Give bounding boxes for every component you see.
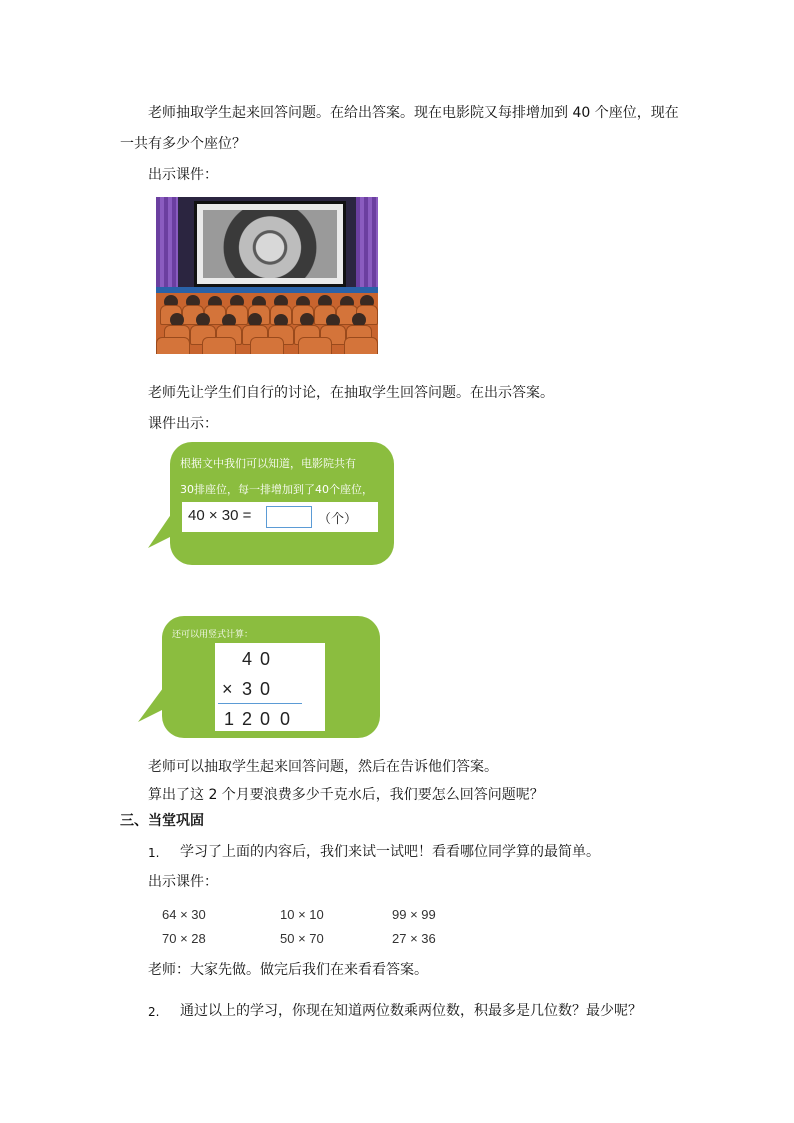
exercise-item: 99 × 99 bbox=[392, 907, 436, 922]
calc-result-line bbox=[218, 703, 302, 704]
paragraph-line: 老师先让学生们自行的讨论，在抽取学生回答问题。在出示答案。 bbox=[148, 385, 554, 401]
bubble-1-text-line1: 根据文中我们可以知道，电影院共有 bbox=[180, 457, 356, 470]
show-courseware-label: 出示课件： bbox=[148, 874, 218, 890]
question-text: 学习了上面的内容后，我们来试一试吧！看看哪位同学算的最简单。 bbox=[180, 844, 600, 860]
bubble-2-label: 还可以用竖式计算： bbox=[172, 630, 254, 640]
answer-input-box[interactable] bbox=[266, 506, 312, 528]
speech-bubble-1-tail bbox=[146, 510, 186, 550]
question-text: 通过以上的学习，你现在知道两位数乘两位数，积最多是几位数？最少呢？ bbox=[180, 1003, 642, 1019]
bubble-1-text-line2: 30排座位，每一排增加到了40个座位， bbox=[180, 483, 373, 496]
calc-result-digit: 0 bbox=[260, 709, 271, 729]
exercise-item: 70 × 28 bbox=[162, 931, 206, 946]
paragraph-line: 老师可以抽取学生起来回答问题，然后在告诉他们答案。 bbox=[148, 759, 498, 775]
movie-screen bbox=[194, 201, 346, 287]
show-courseware-label: 出示课件： bbox=[148, 167, 218, 183]
exercise-item: 50 × 70 bbox=[280, 931, 324, 946]
question-number: 2. bbox=[148, 1005, 160, 1019]
paragraph-line: 老师抽取学生起来回答问题。在给出答案。现在电影院又每排增加到 40 个座位，现在 bbox=[148, 105, 679, 121]
calc-digit: 0 bbox=[260, 649, 271, 669]
calc-digit: 3 bbox=[242, 679, 253, 699]
paragraph-line: 一共有多少个座位？ bbox=[120, 136, 246, 152]
unit-text: （个） bbox=[318, 512, 358, 527]
section-heading: 三、当堂巩固 bbox=[120, 813, 204, 829]
exercise-item: 27 × 36 bbox=[392, 931, 436, 946]
cinema-illustration bbox=[156, 197, 378, 354]
paragraph-line: 老师：大家先做。做完后我们在来看看答案。 bbox=[148, 962, 428, 978]
calc-digit: 0 bbox=[260, 679, 271, 699]
calc-multiply-sign: × bbox=[222, 679, 233, 699]
show-courseware-label: 课件出示： bbox=[148, 416, 218, 432]
equation-text: 40 × 30 = bbox=[188, 507, 252, 524]
calc-result-digit: 2 bbox=[242, 709, 253, 729]
calc-result-digit: 0 bbox=[280, 709, 291, 729]
exercise-item: 64 × 30 bbox=[162, 907, 206, 922]
question-number: 1. bbox=[148, 846, 160, 860]
exercise-item: 10 × 10 bbox=[280, 907, 324, 922]
speech-bubble-2-tail bbox=[136, 684, 176, 724]
calc-result-digit: 1 bbox=[224, 709, 235, 729]
audience bbox=[156, 293, 378, 354]
calc-digit: 4 bbox=[242, 649, 253, 669]
paragraph-line: 算出了这 2 个月要浪费多少千克水后，我们要怎么回答问题呢？ bbox=[148, 787, 544, 803]
